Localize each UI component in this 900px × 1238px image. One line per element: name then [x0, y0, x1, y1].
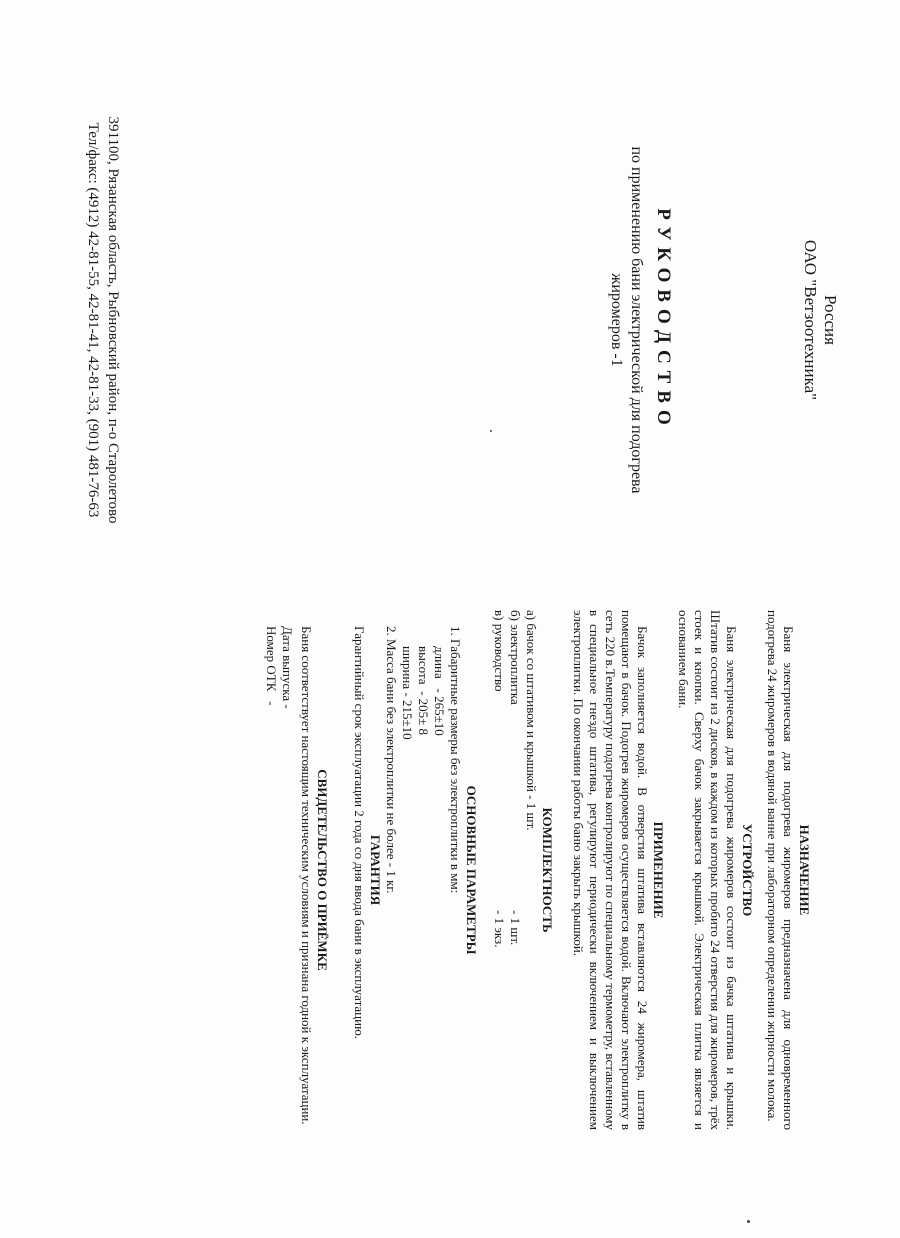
acceptance-text: Баня соответствует настоящим техническим условиям и признана годной к эксплуатации.	[299, 626, 314, 1125]
acceptance-fields	[263, 610, 295, 1130]
kit-item-qty: - 1 экз.	[492, 910, 507, 948]
kit-item-name: а) бачок со штативом и крышкой - 1 шт.	[524, 610, 539, 831]
content-panel	[22, 610, 812, 1130]
dimension-width: ширина - 215±10	[400, 646, 415, 740]
dimension-length: длина - 265±10	[432, 646, 447, 736]
kit-item-name: б) электроплитка	[508, 610, 523, 705]
document-title: РУКОВОДСТВО	[653, 208, 674, 432]
kit-item	[491, 610, 507, 1130]
acceptance-heading: СВИДЕТЕЛЬСТВО О ПРИЁМКЕ	[315, 769, 330, 971]
design-text: Баня электрическая для подогрева жиромеров состоит из бачка штатива и крышки. Штатив состоит из 2 дисков, в каждом из которых пробито 24 отверстия для жиромеров, трёх стоек и кнопки. Сверху бачок закрывается крышкой. Электрическая плитка является и основанием бани.	[676, 610, 739, 1130]
purpose-text: Баня электрическая для подогрева жиромеров предназначена для одновременного подогрева 24 жиромеров в водяной ванне при лабораторном определении жирности молока.	[765, 610, 796, 1130]
usage-heading: ПРИМЕНЕНИЕ	[651, 821, 666, 919]
scan-speck	[747, 1220, 750, 1223]
params-list	[383, 610, 463, 1130]
document-subtitle-line-2: жиромеров -1	[608, 273, 625, 367]
kit-item	[507, 610, 523, 1130]
design-heading: УСТРОЙСТВО	[740, 823, 755, 917]
scan-speck	[490, 430, 492, 432]
purpose-heading: НАЗНАЧЕНИЕ	[797, 824, 812, 916]
address-block	[83, 40, 123, 600]
contact-phones: Тел/факс: (4912) 42-81-55, 42-81-41, 42-81-33, (901) 481-76-63	[85, 122, 101, 518]
kit-heading: КОМПЛЕКТНОСТЬ	[540, 807, 555, 933]
title-panel	[40, 40, 840, 600]
params-item-dimensions: 1. Габаритные размеры без электроплитки в мм:	[448, 626, 463, 894]
kit-item-qty: - 1 шт.	[508, 910, 523, 946]
kit-list	[491, 610, 539, 1130]
usage-text: Бачок заполняется водой. В отверстия штатива вставляются 24 жиромера, штатив помещают в бачок. Подогрев жиромеров осуществляется водой. Включают электроплитку в сеть 220 в.Температуру подогрева контролируют по специальному термометру, вставленному в специальное гнездо штатива, регулируют периодически включением и выключением электроплитки. По окончании работы баню закрыть крышкой.	[571, 610, 650, 1130]
params-item-mass: 2. Масса бани без электроплитки не более - 1 кг.	[384, 626, 399, 894]
document-subtitle-line-1: по применению бани электрической для подогрева	[628, 146, 645, 494]
company-name: ОАО "Ветзоотехника"	[801, 239, 820, 401]
params-heading: ОСНОВНЫЕ ПАРАМЕТРЫ	[464, 785, 479, 955]
kit-item-name: в) руководство	[492, 610, 507, 692]
warranty-heading: ГАРАНТИЯ	[368, 834, 383, 906]
warranty-text: Гарантийный срок эксплуатации 2 года со дня ввода бани в эксплуатацию.	[352, 626, 367, 1040]
address-line-1: 391100, Рязанская область, Рыбновский район, п-о Старолетово	[105, 116, 121, 524]
otk-number-field: Номер ОТК -	[264, 626, 279, 706]
country-label: Россия	[821, 295, 840, 345]
kit-item	[523, 610, 539, 1130]
release-date-field: Дата выпуска -	[280, 626, 295, 709]
dimension-height: высота - 205± 8	[416, 646, 431, 736]
